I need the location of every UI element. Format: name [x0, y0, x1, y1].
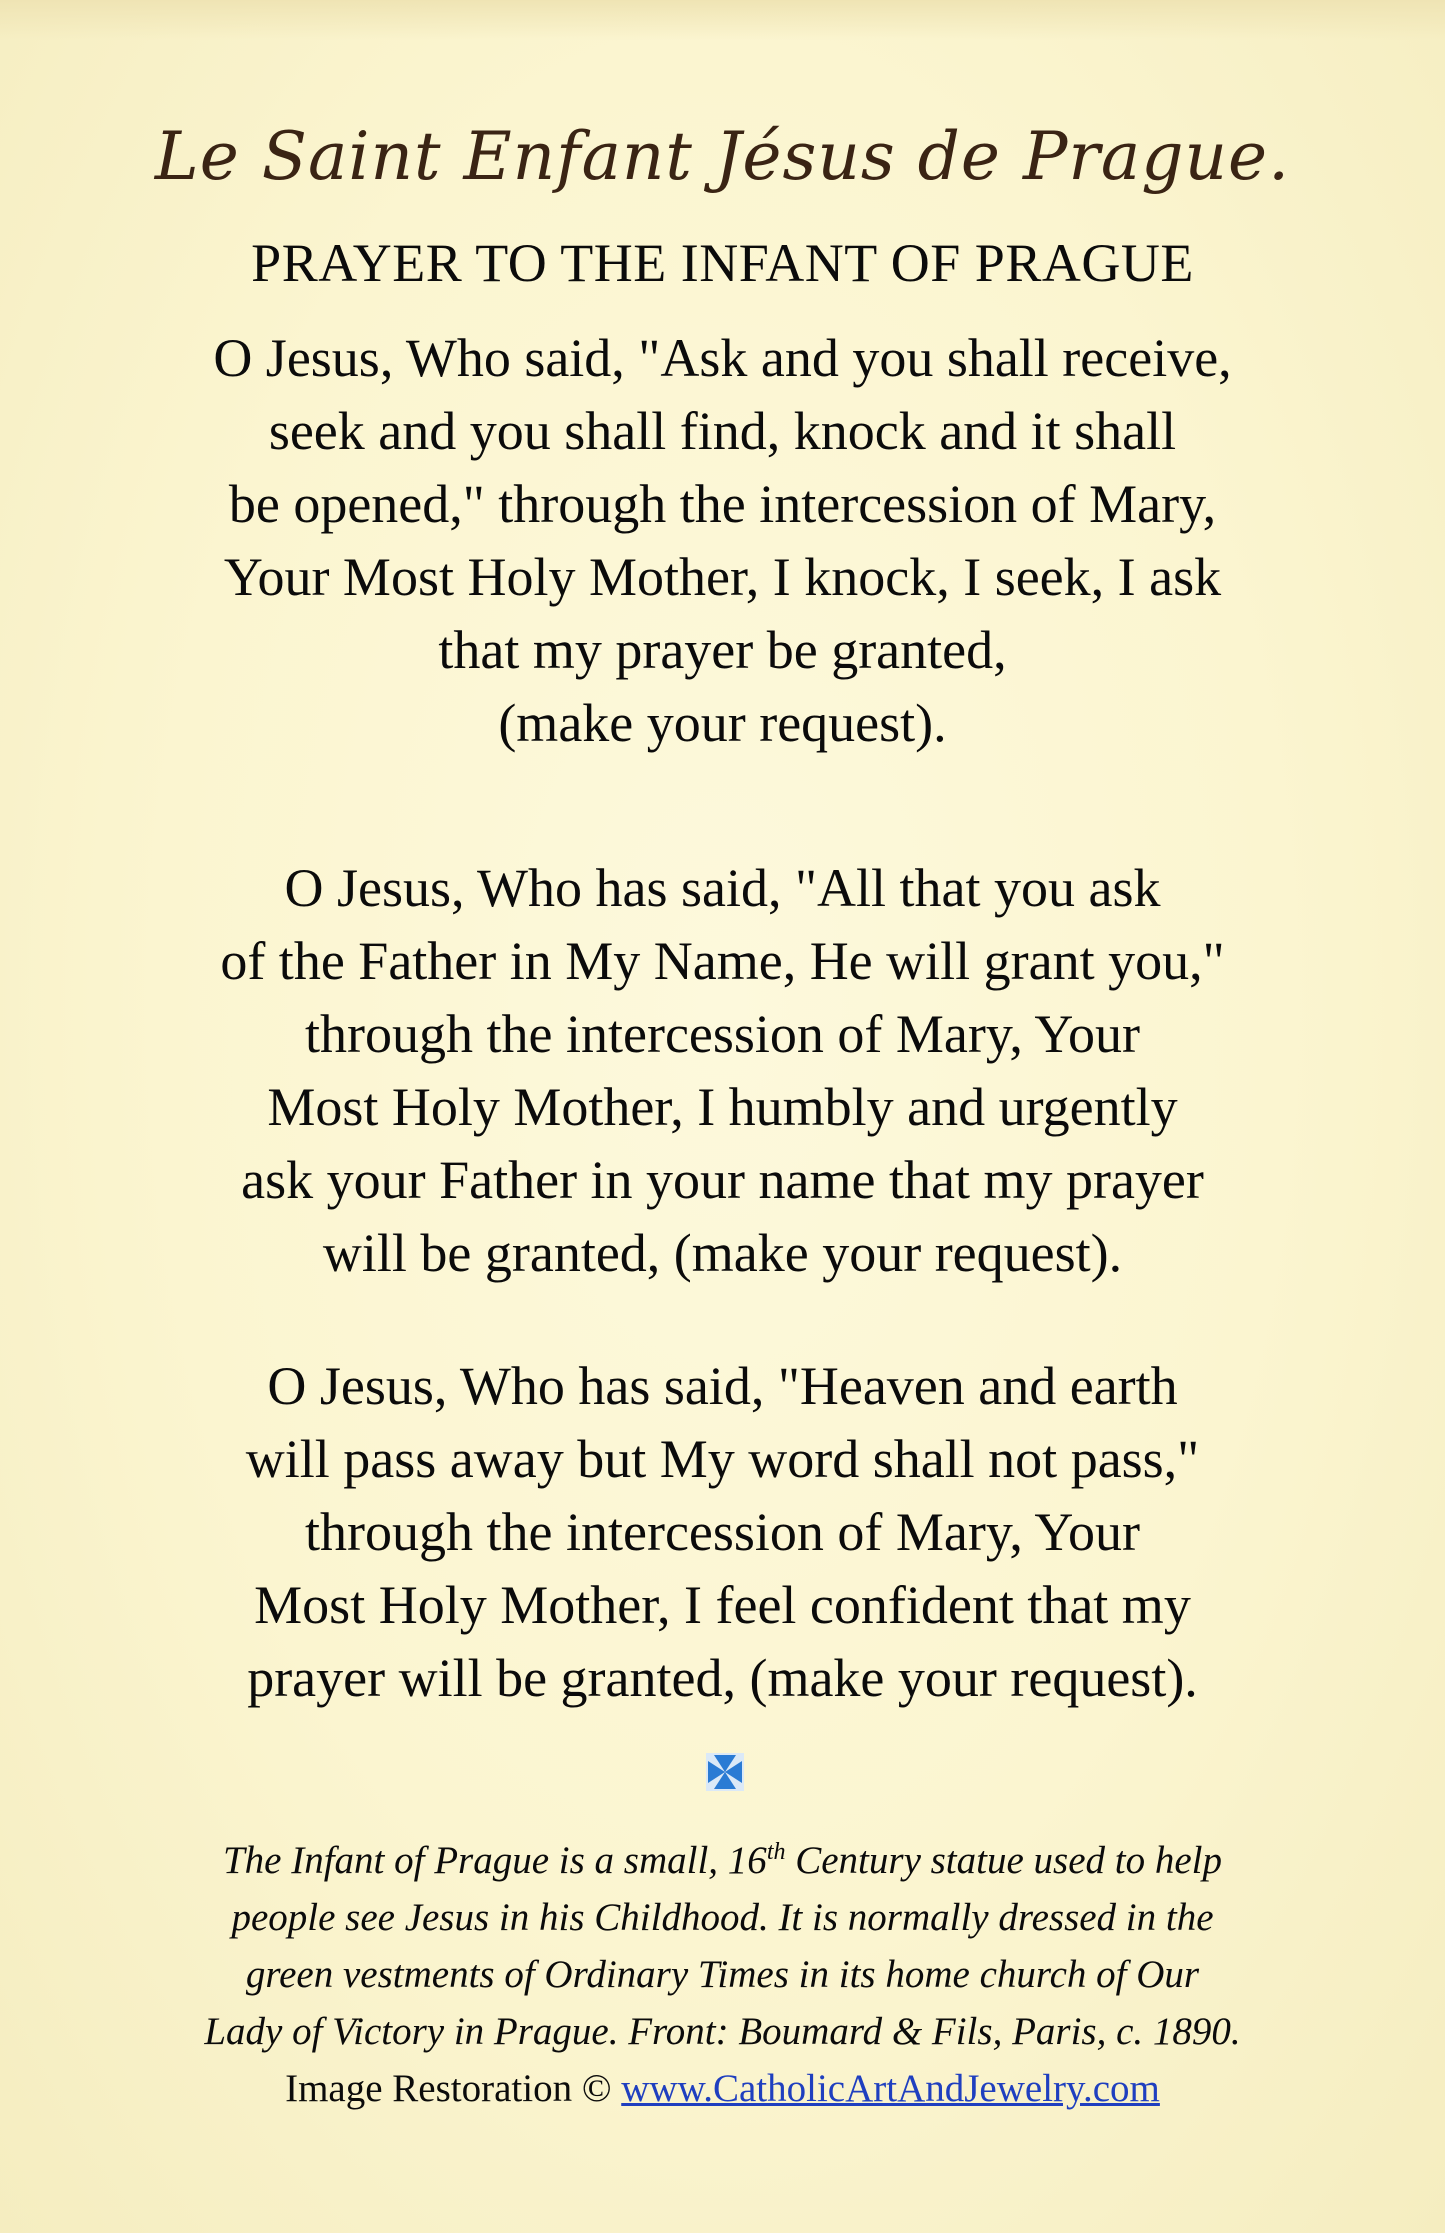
- prayer-paragraph-3: [90, 1350, 1355, 1715]
- prayer-line: through the intercession of Mary, Your: [305, 1502, 1140, 1562]
- note-line: people see Jesus in his Childhood. It is normally dressed in the: [231, 1896, 1214, 1939]
- description-note: [60, 1832, 1385, 2060]
- note-line: [60, 1832, 1385, 1889]
- prayer-line: will be granted, (make your request).: [322, 1223, 1123, 1283]
- note-line: Lady of Victory in Prague. Front: Boumard & Fils, Paris, c. 1890.: [204, 2010, 1241, 2053]
- prayer-line: (make your request).: [498, 693, 947, 753]
- prayer-line: that my prayer be granted,: [438, 620, 1007, 680]
- prayer-line: will pass away but My word shall not pass,": [245, 1429, 1200, 1489]
- prayer-line: O Jesus, Who said, "Ask and you shall receive,: [213, 328, 1232, 388]
- note-line-1-end: Century statue used to help: [785, 1839, 1223, 1882]
- prayer-line: O Jesus, Who has said, "Heaven and earth: [267, 1356, 1178, 1416]
- maltese-cross-icon: [705, 1752, 745, 1792]
- ordinal-suffix: th: [766, 1839, 786, 1865]
- prayer-line: ask your Father in your name that my prayer: [241, 1150, 1204, 1210]
- prayer-line: seek and you shall find, knock and it shall: [268, 401, 1177, 461]
- prayer-line: Most Holy Mother, I humbly and urgently: [267, 1077, 1178, 1137]
- image-credit: [0, 2060, 1445, 2117]
- credit-label: Image Restoration ©: [285, 2067, 612, 2110]
- prayer-line: prayer will be granted, (make your request).: [247, 1648, 1198, 1708]
- paper-edge-shadow: [0, 0, 1445, 40]
- prayer-line: through the intercession of Mary, Your: [305, 1004, 1140, 1064]
- note-line: green vestments of Ordinary Times in its home church of Our: [245, 1953, 1200, 1996]
- prayer-paragraph-2: [90, 852, 1355, 1290]
- note-line-1-start: The Infant of Prague is a small, 16: [222, 1839, 767, 1882]
- prayer-line: of the Father in My Name, He will grant you,": [220, 931, 1225, 991]
- prayer-line: O Jesus, Who has said, "All that you ask: [284, 858, 1161, 918]
- prayer-line: Most Holy Mother, I feel confident that my: [254, 1575, 1191, 1635]
- website-link[interactable]: www.CatholicArtAndJewelry.com: [621, 2067, 1160, 2110]
- prayer-line: be opened," through the intercession of Mary,: [228, 474, 1217, 534]
- french-title: Le Saint Enfant Jésus de Prague.: [154, 118, 1291, 195]
- prayer-title: PRAYER TO THE INFANT OF PRAGUE: [251, 233, 1194, 293]
- prayer-line: Your Most Holy Mother, I knock, I seek, I ask: [223, 547, 1222, 607]
- prayer-paragraph-1: [90, 322, 1355, 760]
